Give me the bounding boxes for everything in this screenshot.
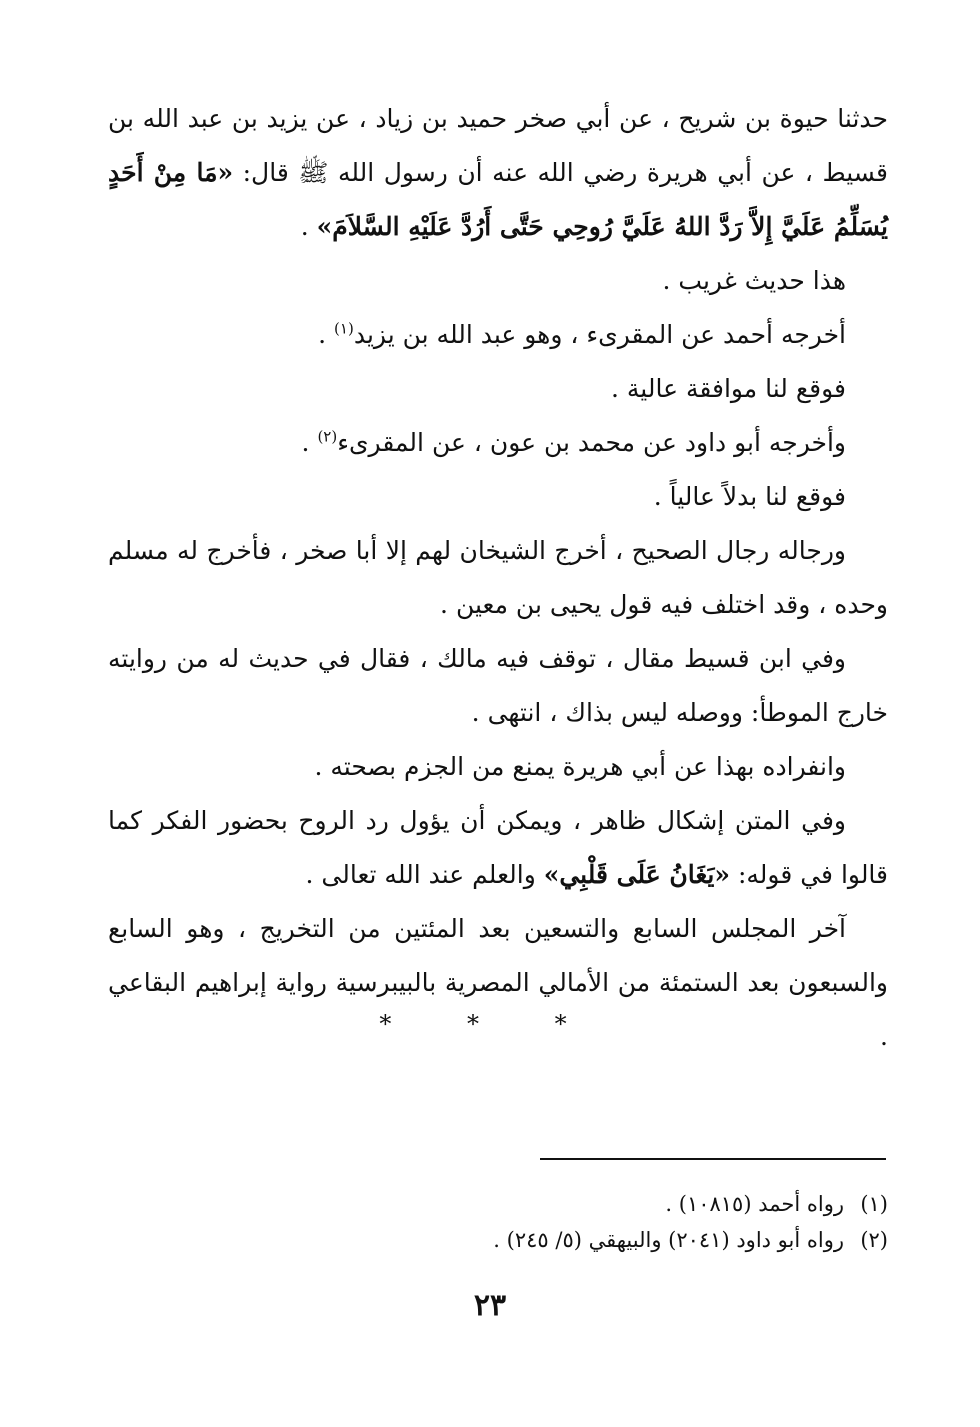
takhrij-ahmad-text: أخرجه أحمد عن المقرىء ، وهو عبد الله بن يزيد: [353, 320, 846, 349]
takhrij-abudawud-text: وأخرجه أبو داود عن محمد بن عون ، عن المقرىء: [337, 428, 846, 457]
hadith-quote: «يَغَانُ عَلَى قَلْبِي»: [543, 860, 731, 889]
page-number: ٢٣: [473, 1288, 507, 1323]
muwafaqa-text: فوقع لنا موافقة عالية .: [611, 374, 846, 403]
main-text: [108, 92, 888, 1064]
section-separator: * * *: [379, 1010, 601, 1038]
ishkal-text: وفي المتن إشكال ظاهر ، ويمكن أن يؤول رد الروح بحضور الفكر كما قالوا في قوله:: [108, 806, 888, 889]
rijal-paragraph: [108, 524, 888, 632]
ibn-qusait-paragraph: [108, 632, 888, 740]
ibn-qusait-text: وفي ابن قسيط مقال ، توقف فيه مالك ، فقال في حديث له من روايته خارج الموطأ: ووصله ليس بذاك ، انتهى .: [108, 644, 888, 727]
takhrij-abudawud-tail: .: [301, 428, 318, 457]
takhrij-ahmad-paragraph: [108, 308, 888, 362]
isnad-chain: حدثنا حيوة بن شريح ، عن أبي صخر حميد بن زياد ، عن يزيد بن عبد الله بن قسيط ، عن أبي هريرة رضي الله عنه أن رسول الله ﷺ قال:: [108, 104, 888, 187]
infirad-text: وانفراده بهذا عن أبي هريرة يمنع من الجزم بصحته .: [314, 752, 846, 781]
footnote-2: [108, 1222, 888, 1258]
footnote-ref-1[interactable]: (١): [334, 319, 354, 338]
footnote-1: [108, 1186, 888, 1222]
grading-text: هذا حديث غريب .: [662, 266, 846, 295]
footnote-text: رواه أحمد (١٠٨١٥) .: [665, 1192, 844, 1216]
grading-paragraph: [108, 254, 888, 308]
badal-paragraph: [108, 470, 888, 524]
muwafaqa-paragraph: [108, 362, 888, 416]
footnote-number: (١): [860, 1192, 888, 1216]
takhrij-abudawud-paragraph: [108, 416, 888, 470]
footnote-divider: [540, 1158, 886, 1160]
footnote-ref-2[interactable]: (٢): [317, 427, 338, 446]
footnotes: [108, 1186, 888, 1258]
footnote-text: رواه أبو داود (٢٠٤١) والبيهقي (٥/ ٢٤٥) .: [493, 1228, 844, 1252]
majlis-end-text: آخر المجلس السابع والتسعين بعد المئتين من التخريج ، وهو السابع والسبعون بعد الستمئة من الأمالي المصرية بالبيبرسية رواية إبراهيم البقاعي .: [108, 914, 888, 1051]
majlis-end-paragraph: [108, 902, 888, 1064]
infirad-paragraph: [108, 740, 888, 794]
isnad-paragraph: [108, 92, 888, 254]
ishkal-end: والعلم عند الله تعالى .: [305, 860, 544, 889]
isnad-end: .: [300, 212, 317, 241]
hadith-text: «مَا مِنْ أَحَدٍ يُسَلِّمُ عَلَيَّ إِلاَّ رَدَّ اللهُ عَلَيَّ رُوحِي حَتَّى أَرُدَّ عَلَيْهِ السَّلاَمَ»: [108, 158, 888, 241]
footnote-number: (٢): [860, 1228, 888, 1252]
rijal-text: ورجاله رجال الصحيح ، أخرج الشيخان لهم إلا أبا صخر ، فأخرج له مسلم وحده ، وقد اختلف فيه قول يحيى بن معين .: [108, 536, 888, 619]
badal-text: فوقع لنا بدلاً عالياً .: [653, 482, 846, 511]
takhrij-ahmad-tail: .: [318, 320, 335, 349]
ishkal-paragraph: [108, 794, 888, 902]
